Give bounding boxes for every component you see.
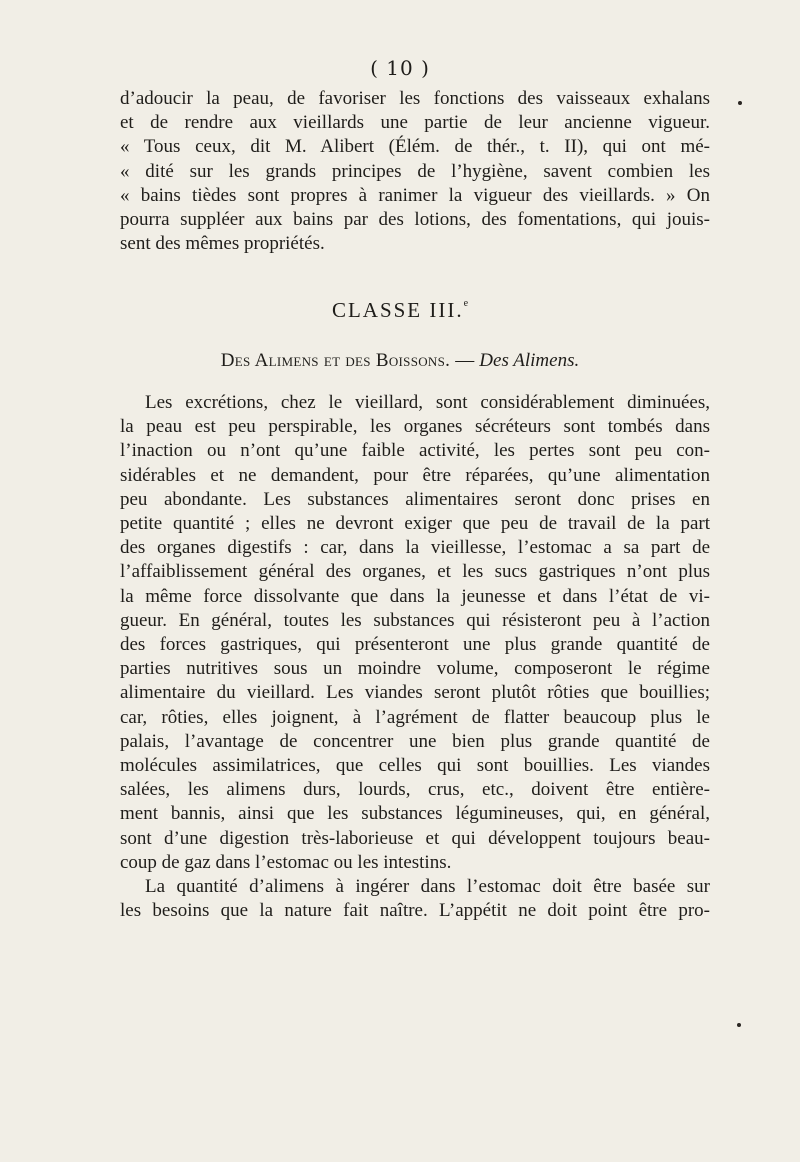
section-subheading [0, 350, 800, 372]
page-number: ( 10 ) [370, 56, 430, 80]
text-line: l’affaiblissement général des organes, et les sucs gastriques n’ont plus [120, 561, 710, 583]
text-line: des forces gastriques, qui présenteront une plus grande quantité de [120, 634, 710, 656]
intro-paragraph [120, 87, 710, 256]
subheading-prefix: Des Alimens et des Boissons. — [220, 350, 475, 371]
text-line: sidérables et ne demandent, pour être réparées, qu’une alimentation [120, 464, 710, 486]
main-paragraphs [120, 391, 710, 923]
text-line: ment bannis, ainsi que les substances légumineuses, qui, en général, [120, 803, 710, 825]
section-heading [0, 298, 800, 323]
ink-speck [737, 1023, 741, 1027]
text-line: « dité sur les grands principes de l’hygiène, savent combien les [120, 160, 710, 182]
section-heading-superscript: e [463, 298, 469, 309]
text-line: des organes digestifs : car, dans la vieillesse, l’estomac a sa part de [120, 537, 710, 559]
text-line: sont d’une digestion très-laborieuse et qui développent toujours beau- [120, 827, 710, 849]
text-line: « Tous ceux, dit M. Alibert (Élém. de thér., t. II), qui ont mé- [120, 136, 710, 158]
text-line: salées, les alimens durs, lourds, crus, etc., doivent être entière- [120, 779, 710, 801]
text-line: car, rôties, elles joignent, à l’agrément de flatter beaucoup plus le [120, 706, 710, 728]
text-line: « bains tièdes sont propres à ranimer la vigueur des vieillards. » On [120, 184, 710, 206]
text-line: molécules assimilatrices, que celles qui sont bouillies. Les viandes [120, 755, 710, 777]
text-line: alimentaire du vieillard. Les viandes seront plutôt rôties que bouillies; [120, 682, 710, 704]
text-line: la même force dissolvante que dans la jeunesse et dans l’état de vi- [120, 585, 710, 607]
text-line: peu abondante. Les substances alimentaires seront donc prises en [120, 488, 710, 510]
text-line: sent des mêmes propriétés. [120, 233, 325, 255]
subheading-emphasis: Des Alimens. [479, 350, 580, 371]
text-line: la peau est peu perspirable, les organes sécréteurs sont tombés dans [120, 416, 710, 438]
text-line: palais, l’avantage de concentrer une bien plus grande quantité de [120, 730, 710, 752]
text-line: petite quantité ; elles ne devront exiger que peu de travail de la part [120, 513, 710, 535]
text-line: l’inaction ou n’ont qu’une faible activité, les pertes sont peu con- [120, 440, 710, 462]
text-line: parties nutritives sous un moindre volume, composeront le régime [120, 658, 710, 680]
ink-speck [738, 101, 742, 105]
text-line: les besoins que la nature fait naître. L’appétit ne doit point être pro- [120, 900, 710, 922]
text-line: La quantité d’alimens à ingérer dans l’estomac doit être basée sur [145, 876, 710, 898]
text-line: Les excrétions, chez le vieillard, sont considérablement diminuées, [145, 392, 710, 413]
text-line: d’adoucir la peau, de favoriser les fonctions des vaisseaux exhalans [120, 88, 710, 109]
text-line: pourra suppléer aux bains par des lotions, des fomentations, qui jouis- [120, 209, 710, 231]
text-line: coup de gaz dans l’estomac ou les intestins. [120, 851, 452, 873]
text-line: et de rendre aux vieillards une partie de leur ancienne vigueur. [120, 112, 710, 134]
section-heading-text: CLASSE III. [331, 298, 464, 322]
text-line: gueur. En général, toutes les substances qui résisteront peu à l’action [120, 609, 710, 631]
